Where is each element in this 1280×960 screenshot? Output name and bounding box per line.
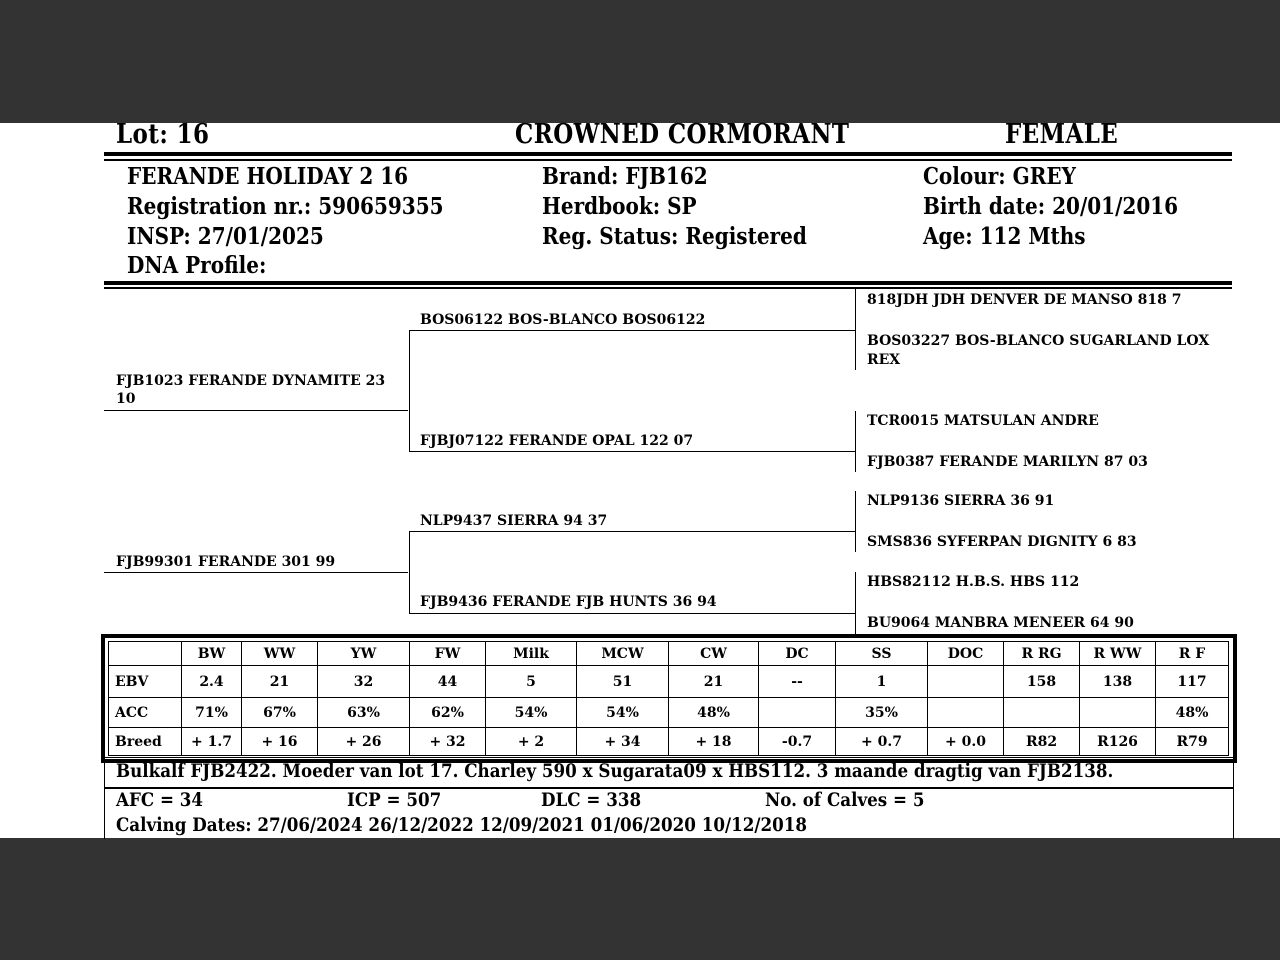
ggp-4: FJB0387 FERANDE MARILYN 87 03: [867, 454, 1148, 470]
calving-dates: Calving Dates: 27/06/2024 26/12/2022 12/09/2021 01/06/2020 10/12/2018: [116, 814, 808, 836]
dlc-value: DLC = 338: [541, 789, 642, 811]
dam-name: FJB99301 FERANDE 301 99: [116, 554, 336, 570]
row-label: ACC: [109, 698, 182, 728]
table-cell: R126: [1080, 728, 1156, 756]
table-cell: R82: [1004, 728, 1080, 756]
table-cell: 138: [1080, 666, 1156, 698]
ebv-row: [109, 666, 1229, 698]
table-cell: + 26: [318, 728, 410, 756]
table-cell: [928, 698, 1004, 728]
table-cell: 54%: [486, 698, 577, 728]
table-cell: 54%: [577, 698, 669, 728]
table-cell: 35%: [836, 698, 928, 728]
header-cell: YW: [318, 642, 410, 666]
table-cell: -0.7: [759, 728, 836, 756]
ggp-2: BOS03227 BOS-BLANCO SUGARLAND LOX: [867, 333, 1210, 349]
table-cell: [928, 666, 1004, 698]
herdbook: Herdbook: SP: [542, 193, 697, 220]
table-cell: + 32: [410, 728, 486, 756]
table-cell: 44: [410, 666, 486, 698]
table-cell: 51: [577, 666, 669, 698]
icp-value: ICP = 507: [347, 789, 442, 811]
ggp-7: HBS82112 H.B.S. HBS 112: [867, 574, 1080, 590]
dam-sire-name: NLP9437 SIERRA 94 37: [420, 513, 608, 529]
table-cell: + 16: [242, 728, 318, 756]
table-cell: 5: [486, 666, 577, 698]
header-cell: R F: [1156, 642, 1229, 666]
row-label: EBV: [109, 666, 182, 698]
table-cell: 158: [1004, 666, 1080, 698]
table-cell: + 1.7: [182, 728, 242, 756]
table-cell: 48%: [669, 698, 759, 728]
table-cell: --: [759, 666, 836, 698]
header-cell: [109, 642, 182, 666]
colour: Colour: GREY: [923, 163, 1076, 190]
sire-dam-name: FJBJ07122 FERANDE OPAL 122 07: [420, 433, 694, 449]
dna-profile: DNA Profile:: [127, 252, 267, 279]
table-cell: 32: [318, 666, 410, 698]
breed-row: [109, 728, 1229, 756]
acc-row: [109, 698, 1229, 728]
table-cell: [1004, 698, 1080, 728]
sire-name: FJB1023 FERANDE DYNAMITE 23 10: [116, 373, 386, 407]
table-cell: 2.4: [182, 666, 242, 698]
table-cell: 63%: [318, 698, 410, 728]
header-cell: BW: [182, 642, 242, 666]
inspection-date: INSP: 27/01/2025: [127, 223, 324, 250]
sex-label: FEMALE: [1005, 119, 1119, 150]
calves-count: No. of Calves = 5: [765, 789, 925, 811]
table-cell: [1080, 698, 1156, 728]
sire-sire-name: BOS06122 BOS-BLANCO BOS06122: [420, 312, 706, 328]
breeder-name: CROWNED CORMORANT: [515, 119, 850, 150]
table-cell: 21: [669, 666, 759, 698]
table-cell: [759, 698, 836, 728]
ggp-5: NLP9136 SIERRA 36 91: [867, 493, 1055, 509]
header-cell: DOC: [928, 642, 1004, 666]
header-cell: CW: [669, 642, 759, 666]
ggp-8: BU9064 MANBRA MENEER 64 90: [867, 615, 1134, 631]
table-cell: + 18: [669, 728, 759, 756]
header-cell: R RG: [1004, 642, 1080, 666]
header-cell: SS: [836, 642, 928, 666]
lot-comment: Bulkalf FJB2422. Moeder van lot 17. Charley 590 x Sugarata09 x HBS112. 3 maande dragtig van FJB2138.: [116, 760, 1114, 782]
table-cell: + 0.0: [928, 728, 1004, 756]
table-cell: 21: [242, 666, 318, 698]
header-cell: Milk: [486, 642, 577, 666]
lot-number: Lot: 16: [116, 119, 210, 150]
ggp-3: TCR0015 MATSULAN ANDRE: [867, 413, 1099, 429]
table-cell: 1: [836, 666, 928, 698]
ggp-1: 818JDH JDH DENVER DE MANSO 818 7: [867, 292, 1182, 308]
header-cell: MCW: [577, 642, 669, 666]
table-cell: 117: [1156, 666, 1229, 698]
birth-date: Birth date: 20/01/2016: [923, 193, 1179, 220]
registration-number: Registration nr.: 590659355: [127, 193, 444, 220]
dam-dam-name: FJB9436 FERANDE FJB HUNTS 36 94: [420, 594, 717, 610]
header-cell: DC: [759, 642, 836, 666]
reg-status: Reg. Status: Registered: [542, 223, 807, 250]
ebv-header-row: [109, 642, 1229, 666]
table-cell: + 2: [486, 728, 577, 756]
table-cell: 62%: [410, 698, 486, 728]
ebv-table: [108, 641, 1229, 756]
lot-document: [0, 119, 1280, 838]
header-cell: WW: [242, 642, 318, 666]
ggp-2-cont: REX: [867, 352, 901, 368]
table-cell: 71%: [182, 698, 242, 728]
header-cell: R WW: [1080, 642, 1156, 666]
table-cell: + 34: [577, 728, 669, 756]
ggp-6: SMS836 SYFERPAN DIGNITY 6 83: [867, 534, 1137, 550]
age: Age: 112 Mths: [923, 223, 1086, 250]
animal-name: FERANDE HOLIDAY 2 16: [127, 163, 409, 190]
afc-value: AFC = 34: [116, 789, 204, 811]
header-cell: FW: [410, 642, 486, 666]
table-cell: + 0.7: [836, 728, 928, 756]
table-cell: 48%: [1156, 698, 1229, 728]
table-cell: 67%: [242, 698, 318, 728]
row-label: Breed: [109, 728, 182, 756]
table-cell: R79: [1156, 728, 1229, 756]
brand: Brand: FJB162: [542, 163, 708, 190]
